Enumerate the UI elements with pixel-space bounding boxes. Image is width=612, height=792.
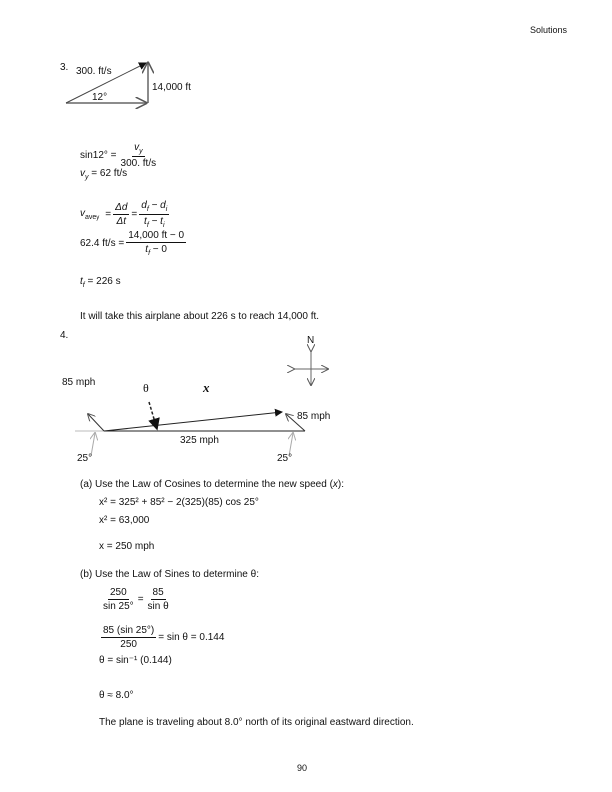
angle-left-label: 25°: [77, 453, 93, 464]
num: 250: [110, 587, 127, 598]
sub: y: [85, 174, 89, 181]
equation-time: [80, 230, 188, 257]
t: − t: [148, 216, 163, 227]
s: i: [162, 222, 165, 229]
x-squared: x² = 63,000: [99, 515, 150, 526]
part-a-label: [80, 479, 344, 490]
vector-diagram: [75, 402, 305, 456]
x-label: x: [203, 380, 210, 395]
rhs: = 226 s: [84, 276, 121, 287]
equation-vave: [80, 200, 171, 229]
conclusion: It will take this airplane about 226 s to reach 14,000 ft.: [80, 311, 320, 322]
compass-icon: [294, 351, 328, 385]
var: x: [332, 479, 338, 490]
sub: ave: [85, 214, 97, 221]
part-b-label: (b) Use the Law of Sines to determine θ:: [80, 569, 259, 580]
sub: f: [82, 282, 85, 289]
sub: f: [148, 250, 151, 257]
problem-number: 4.: [60, 330, 69, 341]
equals: =: [137, 594, 144, 605]
equation-vy: [80, 168, 127, 181]
side-label: 14,000 ft: [152, 82, 191, 93]
arcsin-eq: θ = sin⁻¹ (0.144): [99, 655, 172, 666]
t: − d: [148, 200, 166, 211]
equals: =: [105, 209, 112, 220]
x-result: x = 250 mph: [99, 541, 155, 552]
page-number: 90: [297, 763, 308, 773]
subsub: y: [96, 215, 100, 221]
sub: y: [139, 148, 143, 155]
s: f: [146, 206, 149, 213]
num: Δd: [115, 202, 128, 213]
num: v: [134, 142, 140, 153]
v: v: [80, 208, 85, 219]
den-rest: − 0: [150, 244, 167, 255]
den: Δt: [116, 216, 127, 227]
s: f: [146, 222, 149, 229]
conclusion: The plane is traveling about 8.0° north of its original eastward direction.: [99, 717, 414, 728]
den: t: [145, 244, 149, 255]
theta-label: θ: [143, 381, 149, 395]
v: v: [80, 168, 85, 179]
plane-speed-label: 325 mph: [180, 435, 219, 446]
rhs: = 62 ft/s: [88, 168, 128, 179]
theta-result: θ ≈ 8.0°: [99, 690, 134, 701]
hyp-label: 300. ft/s: [76, 66, 112, 77]
equals: =: [131, 209, 138, 220]
t: t: [80, 276, 83, 287]
den: 250: [120, 639, 137, 650]
equation-sin: [80, 142, 160, 169]
text: ):: [337, 479, 345, 490]
rhs: = sin θ = 0.144: [158, 632, 225, 643]
header: Solutions: [530, 25, 568, 35]
num: 85 (sin 25°): [103, 625, 155, 636]
wind-left-label: 85 mph: [62, 377, 96, 388]
den: sin θ: [147, 601, 169, 612]
wind-right-label: 85 mph: [297, 411, 331, 422]
problem-number: 3.: [60, 62, 69, 73]
eq-lhs: sin12° =: [80, 150, 117, 161]
den: sin 25°: [103, 601, 134, 612]
sines-eq: [99, 587, 173, 612]
sin-theta-eq: [99, 625, 224, 650]
t: d: [141, 200, 147, 211]
num: 85: [152, 587, 164, 598]
num: 14,000 ft − 0: [128, 230, 185, 241]
text: (a) Use the Law of Cosines to determine the new speed (: [80, 479, 333, 490]
north-label: N: [307, 335, 315, 346]
t: t: [144, 216, 147, 227]
angle-label: 12°: [92, 92, 108, 103]
equation-tf: [80, 276, 121, 289]
s: i: [165, 206, 168, 213]
eq-lhs: 62.4 ft/s =: [80, 238, 125, 249]
cosine-eq: x² = 325² + 85² − 2(325)(85) cos 25°: [99, 497, 259, 508]
angle-right-label: 25°: [277, 453, 293, 464]
den: 300. ft/s: [120, 158, 157, 169]
